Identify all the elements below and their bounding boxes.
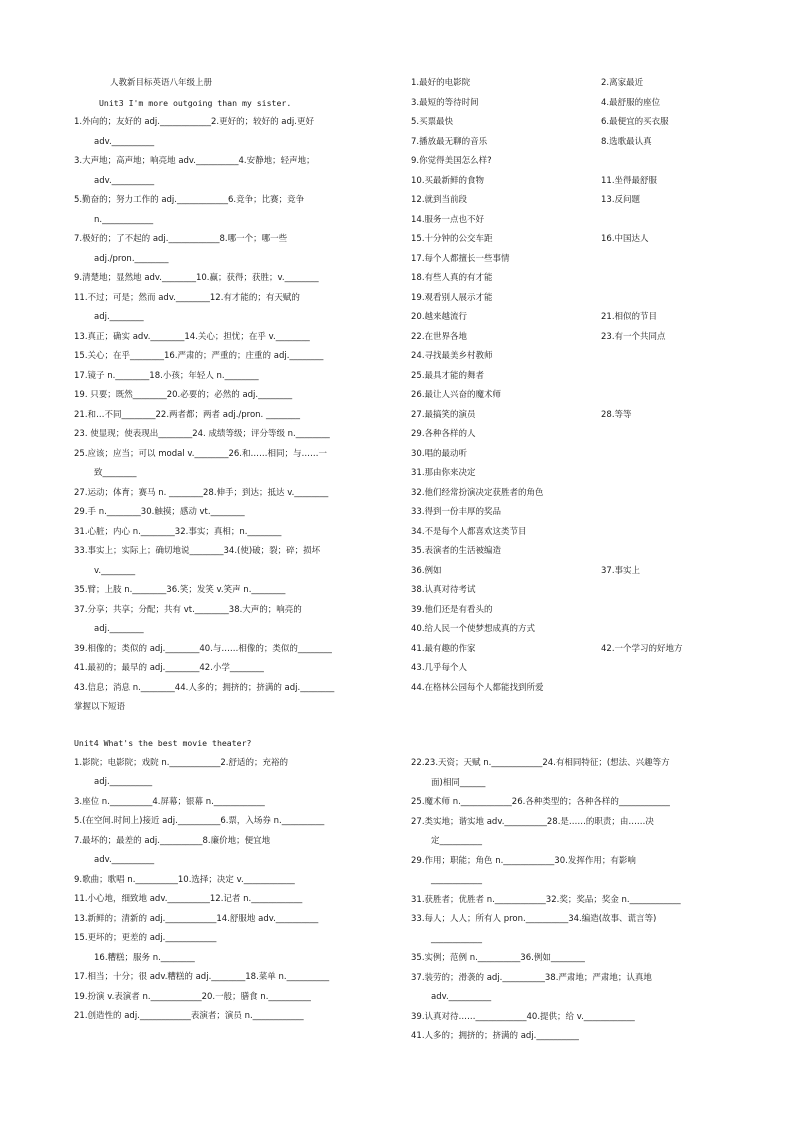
vocab-line: adv.__________ <box>94 136 155 147</box>
vocab-line: 1.外向的；友好的 adj.____________2.更好的；较好的 adj.更好 <box>74 117 314 127</box>
vocab-line: 22.23.天资；天赋 n.____________24.有相同特征；(想法、兴趣等方 <box>411 758 670 768</box>
vocab-line: 13.新鲜的；清新的 adj.____________14.舒服地 adv.__________ <box>74 913 319 924</box>
phrase-row <box>411 94 741 114</box>
phrase-row <box>411 386 741 406</box>
vocab-line: 29.手 n.________30.触摸；感动 vt.________ <box>74 507 245 517</box>
vocab-line: 37.装劳的；滑袭的 adj.__________38.严肃地；严肃地；认真地 <box>411 972 652 983</box>
vocab-line: adj.__________ <box>94 777 153 787</box>
vocab-line: 21.和…不同________22.两者都；两者 adj./pron. ________ <box>74 409 300 420</box>
vocab-line: adj./pron.________ <box>94 253 169 264</box>
phrase-item: 15.十分钟的公交车距 <box>411 234 493 244</box>
vocab-line: 27.运动；体育；赛马 n. ________28.伸手；到达；抵达 v.________ <box>74 487 329 498</box>
vocab-line: 41.人多的；拥挤的；挤满的 adj.__________ <box>411 1031 579 1041</box>
phrase-row <box>411 425 741 445</box>
phrase-item: 42.一个学习的好地方 <box>601 643 683 654</box>
phrase-item: 10.买最新鲜的食物 <box>411 175 485 186</box>
phrase-item: 40.给人民一个使梦想成真的方式 <box>411 624 536 634</box>
unit3-left-column <box>74 74 394 718</box>
unit3-vocab-list <box>74 113 394 718</box>
vocab-line: 29.作用；职能；角色 n.____________30.发挥作用；有影响 <box>411 855 636 866</box>
phrase-item: 39.他们还是有看头的 <box>411 604 493 615</box>
vocab-line: 41.最初的；最早的 adj.________42.小学________ <box>74 663 264 673</box>
unit3-phrase-column <box>411 74 741 698</box>
vocab-line: 7.极好的；了不起的 adj.____________8.哪一个；哪一些 <box>74 234 288 244</box>
phrase-row <box>411 406 741 426</box>
vocab-line: 19.扮演 v.表演者 n.____________20.一般；膳食 n.__________ <box>74 991 311 1002</box>
phrase-item: 28.等等 <box>601 409 632 420</box>
vocab-line: 25.应该；应当；可以 modal v.________26.和……相同；与……一 <box>74 448 327 459</box>
vocab-line: 17.镜子 n.________18.小孩；年轻人 n.________ <box>74 370 259 381</box>
vocab-line: v.________ <box>94 565 136 576</box>
unit4-left-column <box>74 734 394 1027</box>
vocab-line: 13.真正；确实 adv.________14.关心；担忧；在乎 v.________ <box>74 331 310 342</box>
phrase-item: 30.唱的最动听 <box>411 448 468 459</box>
vocab-line: n.____________ <box>94 214 154 225</box>
document-title: 人教新目标英语八年级上册 <box>110 78 213 88</box>
phrase-row <box>411 581 741 601</box>
phrase-item: 8.选歌最认真 <box>601 136 652 147</box>
phrase-row <box>411 250 741 270</box>
phrase-item: 3.最短的等待时间 <box>411 97 479 108</box>
phrase-item: 5.买票最快 <box>411 117 454 127</box>
phrase-item: 9.你觉得美国怎么样? <box>411 156 492 166</box>
phrase-row <box>411 640 741 660</box>
vocab-line: 9.歌曲；歌唱 n.__________10.选择；决定 v.____________ <box>74 874 295 885</box>
phrase-item: 19.观看别人展示才能 <box>411 292 493 303</box>
phrase-row <box>411 484 741 504</box>
vocab-line: 33.每人；人人；所有人 pron.__________34.编造(故事、谎言等) <box>411 914 657 924</box>
vocab-line: 面)相同______ <box>431 777 486 788</box>
phrase-item: 18.有些人真的有才能 <box>411 273 493 283</box>
phrase-row <box>411 172 741 192</box>
unit4-heading: Unit4 What's the best movie theater? <box>74 738 252 748</box>
unit4-right-column <box>411 754 741 1047</box>
phrase-item: 6.最便宜的买衣服 <box>601 117 669 127</box>
phrase-row <box>411 230 741 250</box>
vocab-line: 31.心脏；内心 n.________32.事实；真相；n.________ <box>74 526 282 537</box>
phrase-row <box>411 152 741 172</box>
phrase-row <box>411 523 741 543</box>
phrase-item: 21.相似的节目 <box>601 312 658 322</box>
unit4-vocab-list <box>74 754 394 1027</box>
vocab-line: adv.__________ <box>94 175 155 186</box>
unit3-phrase-list <box>411 74 741 698</box>
phrase-item: 29.各种各样的人 <box>411 429 476 439</box>
vocab-line: ____________ <box>431 875 482 885</box>
vocab-line: 3.大声地；高声地；响亮地 adv.__________4.安静地；轻声地； <box>74 156 315 166</box>
vocab-line: 掌握以下短语 <box>74 702 126 712</box>
vocab-line: 39.认真对待……____________40.提供；给 v.____________ <box>411 1011 635 1022</box>
vocab-line: 5.勤奋的；努力工作的 adj.____________6.竞争；比赛；竞争 <box>74 195 305 205</box>
phrase-row <box>411 74 741 94</box>
phrase-row <box>411 269 741 289</box>
vocab-line: 11.不过；可是；然而 adv.________12.有才能的；有天赋的 <box>74 292 300 303</box>
vocab-line: 25.魔术师 n.____________26.各种类型的；各种各样的____________ <box>411 797 670 807</box>
vocab-line: 27.类实地；谐实地 adv.__________28.是……的职责；由……决 <box>411 816 654 827</box>
vocab-line: 5.(在空间.时间上)接近 adj.__________6.票，入场券 n.__________ <box>74 816 325 826</box>
phrase-item: 14.服务一点也不好 <box>411 214 485 225</box>
vocab-line: ____________ <box>431 933 482 944</box>
phrase-item: 23.有一个共同点 <box>601 331 666 342</box>
phrase-row <box>411 445 741 465</box>
phrase-item: 17.每个人都擅长一些事情 <box>411 253 510 264</box>
phrase-item: 26.最让人兴奋的魔术师 <box>411 390 502 400</box>
phrase-row <box>411 659 741 679</box>
phrase-row <box>411 503 741 523</box>
unit4-vocab-list-right <box>411 754 741 1047</box>
vocab-line: 致________ <box>94 468 137 478</box>
vocab-line: 33.事实上；实际上；确切地说________34.(使)破；裂；碎；损坏 <box>74 546 321 556</box>
vocab-line: adv.__________ <box>94 855 155 865</box>
phrase-item: 34.不是每个人都喜欢这类节目 <box>411 526 527 537</box>
vocab-line: 17.相当；十分；很 adv.糟糕的 adj.________18.菜单 n.__________ <box>74 972 330 982</box>
phrase-item: 35.表演者的生活被编造 <box>411 546 502 556</box>
vocab-line: 37.分享；共享；分配；共有 vt.________38.大声的；响亮的 <box>74 604 302 615</box>
phrase-item: 2.离家最近 <box>601 78 644 88</box>
phrase-row <box>411 367 741 387</box>
vocab-line: 7.最坏的；最差的 adj.__________8.廉价地；便宜地 <box>74 835 271 846</box>
vocab-line: adj.________ <box>94 312 144 322</box>
phrase-item: 43.几乎每个人 <box>411 663 468 673</box>
phrase-row <box>411 562 741 582</box>
phrase-row <box>411 347 741 367</box>
phrase-item: 7.播放最无聊的音乐 <box>411 136 488 147</box>
vocab-line: 15.关心；在乎________16.严肃的；严重的；庄重的 adj.________ <box>74 351 324 361</box>
vocab-line: adj.________ <box>94 624 144 634</box>
phrase-item: 11.坐得最舒服 <box>601 175 658 186</box>
phrase-row <box>411 679 741 699</box>
phrase-row <box>411 601 741 621</box>
unit3-heading: Unit3 I'm more outgoing than my sister. <box>99 97 292 108</box>
vocab-line: 15.更坏的；更差的 adj.____________ <box>74 933 217 943</box>
vocab-line: 1.影院；电影院；戏院 n.____________2.舒适的；充裕的 <box>74 757 289 768</box>
phrase-item: 32.他们经常扮演决定获胜者的角色 <box>411 487 544 498</box>
vocab-line: 35.臂；上肢 n.________36.笑；发笑 v.笑声 n.________ <box>74 585 286 595</box>
vocab-line: 39.相像的；类似的 adj.________40.与……相像的；类似的________ <box>74 643 332 654</box>
phrase-item: 36.例如 <box>411 565 442 576</box>
vocab-line: 16.糟糕；服务 n.________ <box>94 952 195 963</box>
vocab-line: adv.__________ <box>431 992 492 1002</box>
phrase-item: 41.最有趣的作家 <box>411 643 476 654</box>
vocab-line: 23. 使显现；使表现出________24. 成绩等级；评分等级 n.________ <box>74 429 330 439</box>
phrase-row <box>411 464 741 484</box>
phrase-item: 12.就到当前段 <box>411 195 468 205</box>
phrase-item: 13.反问题 <box>601 195 641 205</box>
phrase-item: 16.中国达人 <box>601 234 649 244</box>
phrase-row <box>411 328 741 348</box>
vocab-line: 35.实例；范例 n.__________36.例如________ <box>411 953 585 963</box>
phrase-row <box>411 289 741 309</box>
phrase-row <box>411 113 741 133</box>
phrase-item: 4.最舒服的座位 <box>601 97 661 108</box>
phrase-item: 37.事实上 <box>601 565 641 576</box>
phrase-row <box>411 211 741 231</box>
vocab-line: 11.小心地，细致地 adv.__________12.记者 n.____________ <box>74 894 303 904</box>
phrase-row <box>411 133 741 153</box>
vocab-line: 43.信息；消息 n.________44.人多的；拥挤的；挤满的 adj.________ <box>74 682 335 693</box>
vocab-line: 3.座位 n.__________4.屏幕；银幕 n.____________ <box>74 796 265 807</box>
vocab-line: 定__________ <box>431 836 483 846</box>
phrase-item: 27.最搞笑的演员 <box>411 409 476 420</box>
phrase-row <box>411 191 741 211</box>
phrase-item: 44.在格林公园每个人都能找到所爱 <box>411 682 544 693</box>
phrase-item: 38.认真对待考试 <box>411 585 476 595</box>
phrase-item: 24.寻找最美乡村教师 <box>411 351 493 361</box>
phrase-item: 31.那由你来决定 <box>411 468 476 478</box>
phrase-row <box>411 620 741 640</box>
vocab-line: 31.获胜者；优胜者 n.____________32.奖；奖品；奖金 n.____________ <box>411 894 681 905</box>
phrase-item: 33.得到一份丰厚的奖品 <box>411 507 502 517</box>
phrase-item: 20.越来越流行 <box>411 312 468 322</box>
vocab-line: 9.清楚地；显然地 adv.________10.赢；获得；获胜；v.________ <box>74 273 319 283</box>
phrase-item: 25.最具才能的舞者 <box>411 370 485 381</box>
phrase-row <box>411 308 741 328</box>
vocab-line: 21.创造性的 adj.____________表演者；演员 n.____________ <box>74 1011 304 1021</box>
phrase-item: 1.最好的电影院 <box>411 78 471 88</box>
phrase-item: 22.在世界各地 <box>411 331 468 342</box>
vocab-line: 19. 只要；既然________20.必要的；必然的 adj.________ <box>74 390 293 400</box>
phrase-row <box>411 542 741 562</box>
